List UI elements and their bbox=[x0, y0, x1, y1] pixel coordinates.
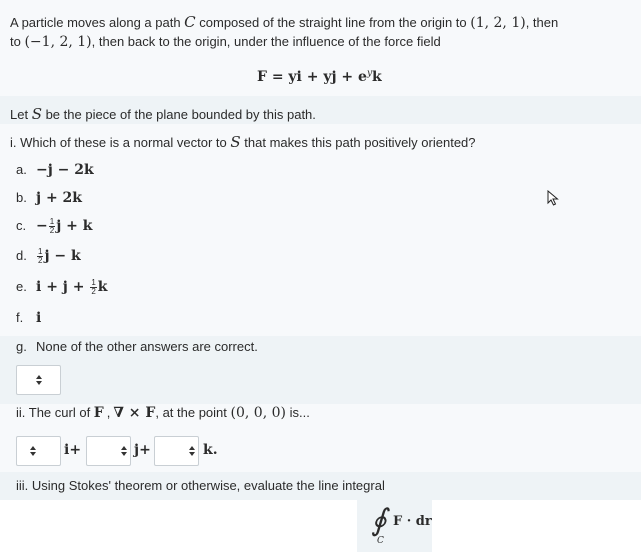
fraction-half: $\frac{1}{2}$ bbox=[49, 217, 55, 236]
select-arrows-icon bbox=[35, 374, 43, 386]
select-arrows-icon bbox=[120, 445, 128, 457]
curl-j-select[interactable] bbox=[86, 436, 131, 466]
fraction-half: $\frac{1}{2}$ bbox=[91, 278, 96, 297]
let-statement: Let S be the piece of the plane bounded by this path. bbox=[10, 105, 316, 123]
curl-k-suffix: k. bbox=[203, 442, 218, 458]
part-i-band bbox=[0, 124, 641, 336]
integral-subscript: C bbox=[377, 536, 384, 546]
fraction-half: $\frac{1}{2}$ bbox=[38, 247, 43, 266]
option-a[interactable]: a. −j − 2k bbox=[16, 162, 94, 178]
select-arrows-icon bbox=[29, 445, 37, 457]
option-f[interactable]: f. i bbox=[16, 310, 42, 326]
option-g[interactable]: g. None of the other answers are correct. bbox=[16, 339, 258, 354]
curl-i-select[interactable] bbox=[16, 436, 61, 466]
part-ii-prompt: ii. The curl of F , ∇ × F, at the point (0, 0, 0) is... bbox=[16, 405, 310, 421]
mouse-cursor-icon bbox=[547, 190, 559, 209]
curl-i-suffix: i+ bbox=[64, 442, 82, 458]
part-i-answer-select[interactable] bbox=[16, 365, 61, 395]
option-e[interactable]: e. i + j + $\frac{1}{2}$ k bbox=[16, 278, 108, 297]
intro-line-1: A particle moves along a path C composed of the straight line from the origin to (1, 2, 1), then bbox=[10, 13, 559, 31]
option-c[interactable]: c. − $\frac{1}{2}$ j + k bbox=[16, 217, 93, 236]
curl-j-suffix: j+ bbox=[134, 442, 151, 458]
force-field-equation: F = yi + yj + $e^yk$ bbox=[257, 68, 382, 85]
option-d[interactable]: d. $\frac{1}{2}$ j − k bbox=[16, 247, 81, 266]
option-b[interactable]: b. j + 2k bbox=[16, 190, 82, 206]
select-arrows-icon bbox=[188, 445, 196, 457]
point-1: (1, 2, 1) bbox=[470, 15, 526, 31]
integral-body: F · dr bbox=[393, 514, 432, 529]
surface-symbol: S bbox=[31, 105, 42, 123]
intro-line-2: to (−1, 2, 1), then back to the origin, under the influence of the force field bbox=[10, 34, 441, 50]
contour-integral-sign: ∮ bbox=[371, 503, 387, 538]
line-integral-expression bbox=[357, 500, 432, 552]
part-i-prompt: i. Which of these is a normal vector to S that makes this path positively oriented? bbox=[10, 133, 476, 151]
path-symbol: C bbox=[184, 13, 196, 31]
curl-k-select[interactable] bbox=[154, 436, 199, 466]
part-iii-prompt: iii. Using Stokes' theorem or otherwise, evaluate the line integral bbox=[16, 478, 385, 493]
point-2: (−1, 2, 1) bbox=[24, 34, 92, 50]
